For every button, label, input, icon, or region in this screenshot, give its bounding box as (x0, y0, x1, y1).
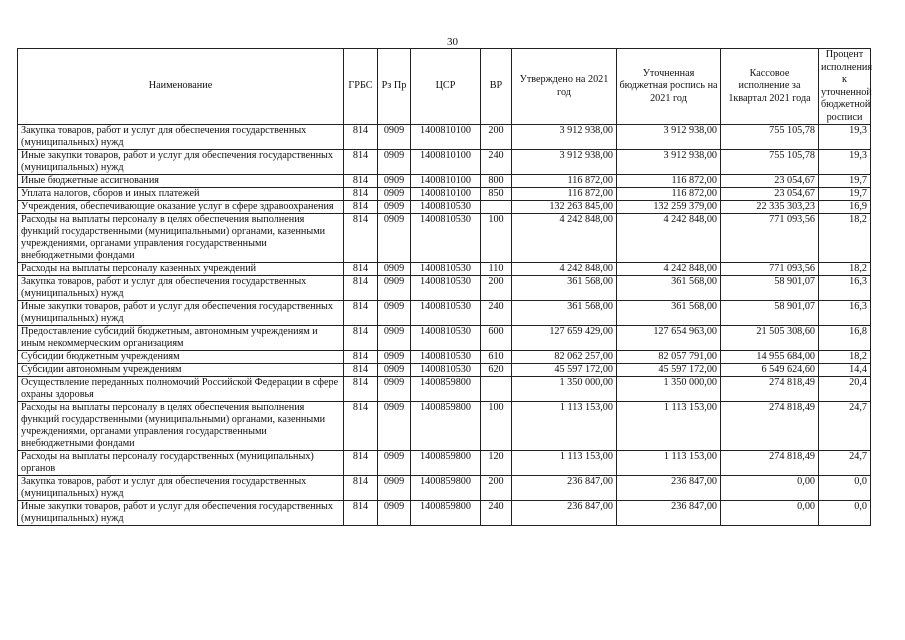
cell-approved: 45 597 172,00 (512, 364, 617, 377)
cell-name: Расходы на выплаты персоналу государственных (муниципальных) органов (18, 451, 344, 476)
cell-approved: 236 847,00 (512, 501, 617, 526)
cell-percent: 16,3 (819, 301, 871, 326)
table-row (18, 201, 871, 214)
cell-name: Расходы на выплаты персоналу в целях обеспечения выполнения функций государственными (муниципальными) органами, казенными учреждениями, органами управления государственными внебюджетными фондами (18, 214, 344, 263)
table-row (18, 125, 871, 150)
cell-csr: 1400810530 (411, 326, 481, 351)
cell-csr: 1400859800 (411, 377, 481, 402)
cell-percent: 18,2 (819, 263, 871, 276)
cell-csr: 1400810530 (411, 301, 481, 326)
cell-executed: 0,00 (721, 501, 819, 526)
table-row (18, 402, 871, 451)
cell-vr (481, 377, 512, 402)
cell-rzpr: 0909 (378, 175, 411, 188)
cell-percent: 20,4 (819, 377, 871, 402)
cell-executed: 58 901,07 (721, 276, 819, 301)
cell-revised: 361 568,00 (617, 276, 721, 301)
cell-name: Иные закупки товаров, работ и услуг для обеспечения государственных (муниципальных) нужд (18, 301, 344, 326)
table-row (18, 326, 871, 351)
cell-rzpr: 0909 (378, 326, 411, 351)
cell-percent: 16,3 (819, 276, 871, 301)
cell-rzpr: 0909 (378, 188, 411, 201)
column-header-executed: Кассовое исполнение за 1квартал 2021 года (721, 49, 819, 125)
cell-rzpr: 0909 (378, 351, 411, 364)
cell-approved: 116 872,00 (512, 175, 617, 188)
cell-approved: 1 350 000,00 (512, 377, 617, 402)
cell-approved: 1 113 153,00 (512, 451, 617, 476)
cell-grbs: 814 (344, 263, 378, 276)
cell-vr: 240 (481, 301, 512, 326)
cell-grbs: 814 (344, 351, 378, 364)
table-row (18, 301, 871, 326)
table-row (18, 188, 871, 201)
cell-csr: 1400859800 (411, 451, 481, 476)
cell-name: Осуществление переданных полномочий Российской Федерации в сфере охраны здоровья (18, 377, 344, 402)
column-header-revised: Уточненная бюджетная роспись на 2021 год (617, 49, 721, 125)
cell-percent: 19,3 (819, 150, 871, 175)
cell-vr: 110 (481, 263, 512, 276)
cell-percent: 18,2 (819, 214, 871, 263)
cell-csr: 1400810100 (411, 150, 481, 175)
cell-grbs: 814 (344, 501, 378, 526)
cell-name: Расходы на выплаты персоналу казенных учреждений (18, 263, 344, 276)
cell-approved: 236 847,00 (512, 476, 617, 501)
cell-vr: 120 (481, 451, 512, 476)
cell-rzpr: 0909 (378, 402, 411, 451)
cell-name: Иные закупки товаров, работ и услуг для обеспечения государственных (муниципальных) нужд (18, 150, 344, 175)
cell-csr: 1400859800 (411, 476, 481, 501)
cell-revised: 3 912 938,00 (617, 125, 721, 150)
cell-vr: 620 (481, 364, 512, 377)
cell-percent: 0,0 (819, 476, 871, 501)
cell-percent: 14,4 (819, 364, 871, 377)
cell-rzpr: 0909 (378, 476, 411, 501)
cell-executed: 771 093,56 (721, 263, 819, 276)
cell-revised: 1 350 000,00 (617, 377, 721, 402)
cell-approved: 4 242 848,00 (512, 214, 617, 263)
cell-approved: 3 912 938,00 (512, 150, 617, 175)
cell-name: Закупка товаров, работ и услуг для обеспечения государственных (муниципальных) нужд (18, 125, 344, 150)
cell-rzpr: 0909 (378, 501, 411, 526)
cell-grbs: 814 (344, 214, 378, 263)
cell-approved: 361 568,00 (512, 301, 617, 326)
cell-revised: 361 568,00 (617, 301, 721, 326)
cell-name: Уплата налогов, сборов и иных платежей (18, 188, 344, 201)
cell-approved: 127 659 429,00 (512, 326, 617, 351)
cell-revised: 116 872,00 (617, 175, 721, 188)
cell-grbs: 814 (344, 377, 378, 402)
cell-grbs: 814 (344, 125, 378, 150)
cell-grbs: 814 (344, 150, 378, 175)
cell-name: Закупка товаров, работ и услуг для обеспечения государственных (муниципальных) нужд (18, 276, 344, 301)
cell-approved: 132 263 845,00 (512, 201, 617, 214)
cell-percent: 16,9 (819, 201, 871, 214)
cell-rzpr: 0909 (378, 125, 411, 150)
cell-approved: 361 568,00 (512, 276, 617, 301)
cell-percent: 19,3 (819, 125, 871, 150)
column-header-percent: Процент исполнения к уточненной бюджетной росписи (819, 49, 871, 125)
cell-percent: 18,2 (819, 351, 871, 364)
cell-rzpr: 0909 (378, 150, 411, 175)
cell-revised: 45 597 172,00 (617, 364, 721, 377)
cell-approved: 82 062 257,00 (512, 351, 617, 364)
cell-executed: 274 818,49 (721, 377, 819, 402)
cell-vr: 200 (481, 125, 512, 150)
cell-percent: 24,7 (819, 451, 871, 476)
cell-revised: 4 242 848,00 (617, 263, 721, 276)
column-header-csr: ЦСР (411, 49, 481, 125)
cell-csr: 1400810100 (411, 175, 481, 188)
cell-csr: 1400810530 (411, 276, 481, 301)
cell-revised: 236 847,00 (617, 501, 721, 526)
cell-revised: 127 654 963,00 (617, 326, 721, 351)
cell-name: Субсидии автономным учреждениям (18, 364, 344, 377)
table-row (18, 451, 871, 476)
table-row (18, 476, 871, 501)
page-number: 30 (447, 36, 458, 48)
cell-revised: 116 872,00 (617, 188, 721, 201)
cell-grbs: 814 (344, 476, 378, 501)
cell-revised: 1 113 153,00 (617, 402, 721, 451)
cell-vr: 850 (481, 188, 512, 201)
cell-revised: 1 113 153,00 (617, 451, 721, 476)
table-row (18, 214, 871, 263)
cell-percent: 19,7 (819, 188, 871, 201)
cell-rzpr: 0909 (378, 214, 411, 263)
cell-grbs: 814 (344, 326, 378, 351)
cell-approved: 4 242 848,00 (512, 263, 617, 276)
cell-name: Закупка товаров, работ и услуг для обеспечения государственных (муниципальных) нужд (18, 476, 344, 501)
cell-csr: 1400810530 (411, 201, 481, 214)
cell-rzpr: 0909 (378, 263, 411, 276)
cell-revised: 236 847,00 (617, 476, 721, 501)
cell-vr: 800 (481, 175, 512, 188)
cell-revised: 82 057 791,00 (617, 351, 721, 364)
cell-approved: 116 872,00 (512, 188, 617, 201)
cell-executed: 23 054,67 (721, 175, 819, 188)
cell-csr: 1400810100 (411, 188, 481, 201)
table-row (18, 263, 871, 276)
cell-executed: 771 093,56 (721, 214, 819, 263)
cell-rzpr: 0909 (378, 301, 411, 326)
cell-executed: 274 818,49 (721, 451, 819, 476)
cell-name: Предоставление субсидий бюджетным, автономным учреждениям и иным некоммерческим организациям (18, 326, 344, 351)
column-header-approved: Утверждено на 2021 год (512, 49, 617, 125)
cell-grbs: 814 (344, 175, 378, 188)
cell-csr: 1400859800 (411, 501, 481, 526)
cell-vr: 600 (481, 326, 512, 351)
cell-executed: 22 335 303,23 (721, 201, 819, 214)
cell-rzpr: 0909 (378, 377, 411, 402)
cell-vr: 610 (481, 351, 512, 364)
cell-percent: 24,7 (819, 402, 871, 451)
cell-grbs: 814 (344, 201, 378, 214)
cell-revised: 3 912 938,00 (617, 150, 721, 175)
cell-name: Иные закупки товаров, работ и услуг для обеспечения государственных (муниципальных) нужд (18, 501, 344, 526)
table-row (18, 276, 871, 301)
cell-vr: 200 (481, 276, 512, 301)
column-header-name: Наименование (18, 49, 344, 125)
table-row (18, 150, 871, 175)
cell-percent: 0,0 (819, 501, 871, 526)
budget-table (17, 48, 871, 526)
cell-revised: 132 259 379,00 (617, 201, 721, 214)
cell-approved: 1 113 153,00 (512, 402, 617, 451)
cell-csr: 1400810530 (411, 351, 481, 364)
table-row (18, 175, 871, 188)
cell-rzpr: 0909 (378, 451, 411, 476)
table-row (18, 351, 871, 364)
cell-percent: 19,7 (819, 175, 871, 188)
cell-percent: 16,8 (819, 326, 871, 351)
table-row (18, 364, 871, 377)
cell-rzpr: 0909 (378, 364, 411, 377)
cell-executed: 23 054,67 (721, 188, 819, 201)
cell-grbs: 814 (344, 402, 378, 451)
cell-executed: 21 505 308,60 (721, 326, 819, 351)
cell-rzpr: 0909 (378, 276, 411, 301)
cell-name: Расходы на выплаты персоналу в целях обеспечения выполнения функций государственными (муниципальными) органами, казенными учреждениями, органами управления государственными внебюджетными фондами (18, 402, 344, 451)
column-header-grbs: ГРБС (344, 49, 378, 125)
cell-executed: 755 105,78 (721, 125, 819, 150)
cell-executed: 755 105,78 (721, 150, 819, 175)
cell-vr: 100 (481, 214, 512, 263)
cell-approved: 3 912 938,00 (512, 125, 617, 150)
cell-grbs: 814 (344, 301, 378, 326)
column-header-rzpr: Рз Пр (378, 49, 411, 125)
cell-name: Субсидии бюджетным учреждениям (18, 351, 344, 364)
cell-vr: 240 (481, 501, 512, 526)
column-header-vr: ВР (481, 49, 512, 125)
table-header-row (18, 49, 871, 125)
cell-grbs: 814 (344, 276, 378, 301)
cell-revised: 4 242 848,00 (617, 214, 721, 263)
cell-rzpr: 0909 (378, 201, 411, 214)
cell-csr: 1400810530 (411, 214, 481, 263)
cell-grbs: 814 (344, 188, 378, 201)
cell-vr: 200 (481, 476, 512, 501)
cell-csr: 1400810100 (411, 125, 481, 150)
cell-grbs: 814 (344, 451, 378, 476)
cell-vr: 100 (481, 402, 512, 451)
cell-csr: 1400859800 (411, 402, 481, 451)
cell-executed: 274 818,49 (721, 402, 819, 451)
cell-name: Учреждения, обеспечивающие оказание услуг в сфере здравоохранения (18, 201, 344, 214)
cell-executed: 6 549 624,60 (721, 364, 819, 377)
cell-vr: 240 (481, 150, 512, 175)
table-row (18, 501, 871, 526)
cell-executed: 0,00 (721, 476, 819, 501)
cell-executed: 14 955 684,00 (721, 351, 819, 364)
cell-name: Иные бюджетные ассигнования (18, 175, 344, 188)
table-row (18, 377, 871, 402)
cell-vr (481, 201, 512, 214)
cell-csr: 1400810530 (411, 263, 481, 276)
cell-csr: 1400810530 (411, 364, 481, 377)
cell-executed: 58 901,07 (721, 301, 819, 326)
cell-grbs: 814 (344, 364, 378, 377)
table-body (18, 125, 871, 526)
